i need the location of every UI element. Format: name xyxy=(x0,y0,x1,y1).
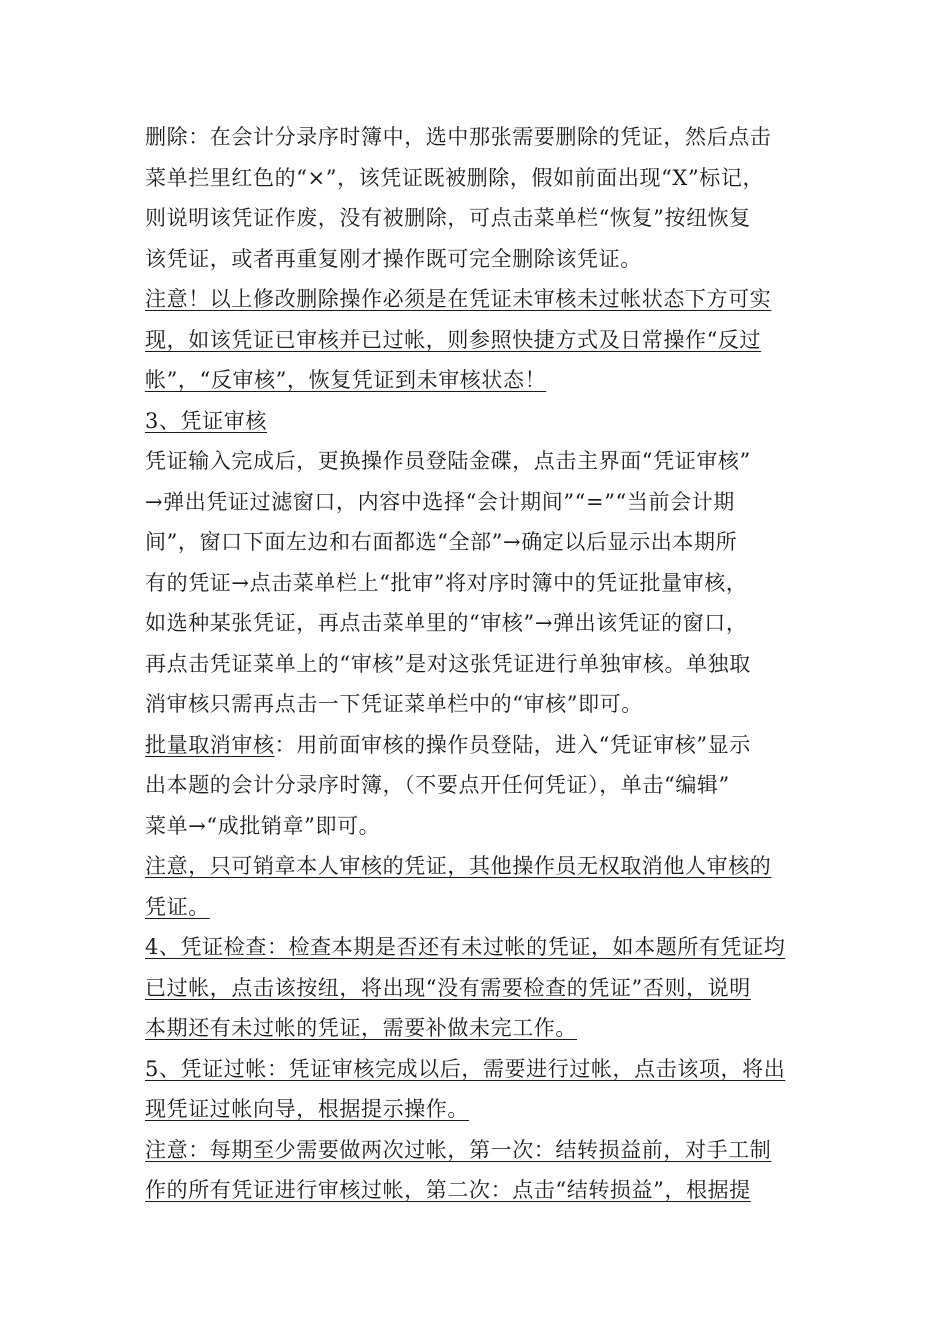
text-line: 凭证输入完成后，更换操作员登陆金碟，点击主界面“凭证审核” xyxy=(145,449,751,473)
batch-cancel-term: 批量取消审核 xyxy=(145,732,275,757)
paragraph-check xyxy=(145,927,810,1049)
section-heading-3 xyxy=(145,401,810,442)
text-line: 现，如该凭证已审核并已过帐，则参照快捷方式及日常操作“反过 xyxy=(145,327,762,352)
text-line: →弹出凭证过滤窗口，内容中选择“会计期间”“=”“当前会计期 xyxy=(145,489,735,514)
paragraph-batch-cancel xyxy=(145,725,810,847)
paragraph-note-modify xyxy=(145,279,810,401)
text-line: ：用前面审核的操作员登陆，进入“凭证审核”显示 xyxy=(274,732,751,757)
text-line: 再点击凭证菜单上的“审核”是对这张凭证进行单独审核。单独取 xyxy=(145,651,751,676)
text-line: 菜单拦里红色的“×”，该凭证既被删除，假如前面出现“X”标记， xyxy=(145,165,765,190)
text-line: 有的凭证→点击菜单栏上“批审”将对序时簿中的凭证批量审核， xyxy=(145,570,748,595)
text-line: 帐”，“反审核”，恢复凭证到未审核状态！ xyxy=(145,368,547,392)
text-line: 现凭证过帐向导，根据提示操作。 xyxy=(145,1097,469,1121)
text-line: 注意，只可销章本人审核的凭证，其他操作员无权取消他人审核的 xyxy=(145,854,772,878)
document-page xyxy=(145,117,810,1211)
text-line: 注意：每期至少需要做两次过帐，第一次：结转损益前，对手工制 xyxy=(145,1137,772,1162)
text-line: 间”，窗口下面左边和右面都选“全部”→确定以后显示出本期所 xyxy=(145,530,738,554)
text-line: 本期还有未过帐的凭证，需要补做未完工作。 xyxy=(145,1016,577,1040)
text-line: 消审核只需再点击一下凭证菜单栏中的“审核”即可。 xyxy=(145,692,643,716)
text-line: 则说明该凭证作废，没有被删除，可点击菜单栏“恢复”按纽恢复 xyxy=(145,206,751,230)
text-line: 菜单→“成批销章”即可。 xyxy=(145,813,381,838)
paragraph-delete xyxy=(145,117,810,279)
text-line: 如选种某张凭证，再点击菜单里的“审核”→弹出该凭证的窗口， xyxy=(145,611,748,635)
text-line: 注意！以上修改删除操作必须是在凭证未审核未过帐状态下方可实 xyxy=(145,287,772,311)
text-line: 作的所有凭证进行审核过帐，第二次：点击“结转损益”，根据提 xyxy=(145,1178,751,1202)
text-line: 4、凭证检查：检查本期是否还有未过帐的凭证，如本题所有凭证均 xyxy=(145,935,786,959)
paragraph-note-cancel xyxy=(145,846,810,927)
text-line: 凭证。 xyxy=(145,894,210,919)
paragraph-review xyxy=(145,441,810,725)
heading-text: 3、凭证审核 xyxy=(145,408,267,433)
text-line: 出本题的会计分录序时簿，（不要点开任何凭证），单击“编辑” xyxy=(145,773,730,797)
text-line: 删除：在会计分录序时簿中，选中那张需要删除的凭证，然后点击 xyxy=(145,125,772,149)
paragraph-note-post xyxy=(145,1130,810,1211)
text-line: 5、凭证过帐：凭证审核完成以后，需要进行过帐，点击该项，将出 xyxy=(145,1056,786,1081)
text-line: 已过帐，点击该按纽，将出现“没有需要检查的凭证”否则，说明 xyxy=(145,975,751,1000)
text-line: 该凭证，或者再重复刚才操作既可完全删除该凭证。 xyxy=(145,246,642,271)
paragraph-post xyxy=(145,1049,810,1130)
